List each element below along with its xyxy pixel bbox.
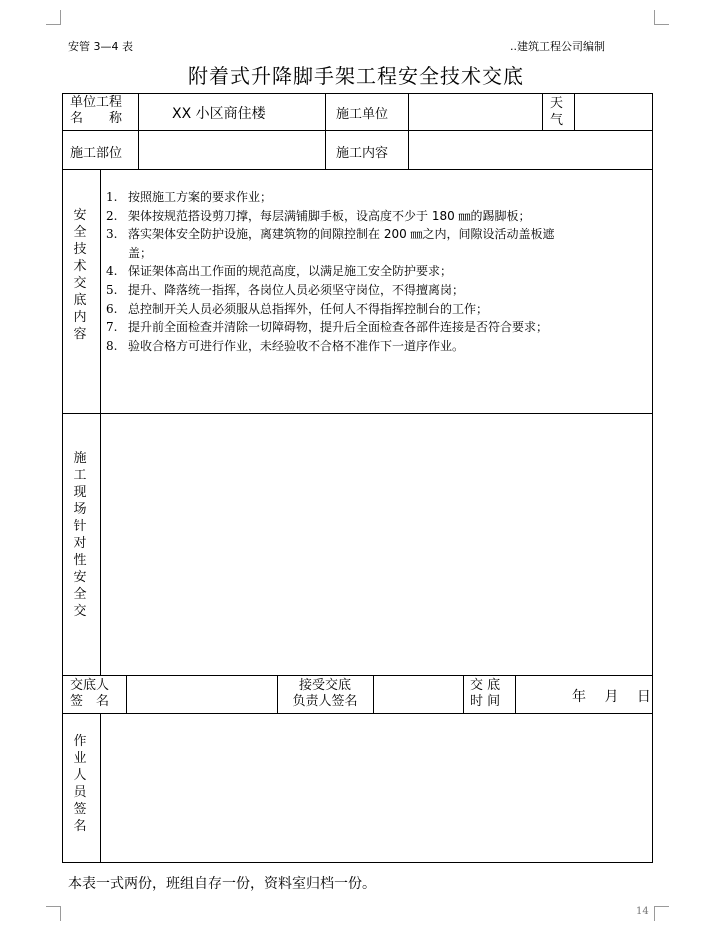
safety-item <box>106 188 646 206</box>
rule-row3 <box>62 413 653 414</box>
form-code: 安管 3—4 表 <box>68 40 133 53</box>
rule-col-a <box>138 93 139 169</box>
safety-item-text: 按照施工方案的要求作业； <box>128 190 273 204</box>
safety-item <box>106 300 646 318</box>
rule-col-c <box>408 93 409 169</box>
safety-item-text: 提升、降落统一指挥，各岗位人员必须坚守岗位，不得擅离岗； <box>128 283 465 297</box>
crop-mark-bottom-right <box>654 906 669 921</box>
safety-item-number: 6. <box>106 301 118 316</box>
safety-item-continuation: 盖； <box>128 245 153 260</box>
safety-item-text: 验收合格方可进行作业，未经验收不合格不准作下一道序作业。 <box>128 338 465 353</box>
site-section-label: 施工现场针对性安全交 <box>73 451 87 619</box>
rule-sig-b <box>277 675 278 713</box>
crop-mark-bottom-left <box>46 906 61 921</box>
safety-item-text: 架体按规范搭设剪刀撑，每层满铺脚手板，设高度不少于 180 ㎜的踢脚板； <box>128 208 531 223</box>
crop-mark-top-right <box>654 10 669 25</box>
unit-project-label: 单位工程 名 称 <box>70 95 123 126</box>
rule-col-e <box>574 93 575 130</box>
safety-item-number: 7. <box>106 320 118 335</box>
rule-col-d <box>542 93 543 130</box>
disclosure-date-field[interactable]: 年 月 日 <box>572 689 651 705</box>
safety-item-text: 提升前全面检查并清除一切障碍物，提升后全面检查各部件连接是否符合要求； <box>128 320 549 335</box>
safety-item-number: 2. <box>106 208 118 223</box>
safety-item-number: 1. <box>106 190 118 204</box>
safety-item-text: 保证架体高出工作面的规范高度，以满足施工安全防护要求； <box>128 264 453 279</box>
safety-item-text: 落实架体安全防护设施，离建筑物的间隙控制在 200 ㎜之内，间隙设活动盖板遮 <box>128 227 555 242</box>
safety-item-number: 4. <box>106 264 118 279</box>
page-number: 14 <box>636 906 649 917</box>
safety-item-text: 总控制开关人员必须服从总指挥外，任何人不得指挥控制台的工作； <box>128 301 489 316</box>
company-name: ..建筑工程公司编制 <box>510 40 605 53</box>
rule-row4 <box>62 675 653 676</box>
rule-col-label-workers <box>100 713 101 863</box>
safety-item-number: 3. <box>106 227 118 242</box>
unit-project-value[interactable]: XX 小区商住楼 <box>172 106 266 122</box>
safety-item <box>106 318 646 336</box>
rule-col-label <box>100 169 101 675</box>
crop-mark-top-left <box>46 10 61 25</box>
safety-item <box>106 281 646 299</box>
weather-label: 天 气 <box>550 96 564 128</box>
safety-item <box>106 207 646 225</box>
rule-row2 <box>62 169 653 170</box>
rule-sig-a <box>126 675 127 713</box>
discloser-label: 交底人 签 名 <box>70 678 110 709</box>
rule-sig-d <box>463 675 464 713</box>
rule-row5 <box>62 713 653 714</box>
rule-row1 <box>62 130 653 131</box>
safety-item <box>106 225 646 243</box>
receiver-label: 接受交底 负责人签名 <box>292 678 358 709</box>
construction-unit-label: 施工单位 <box>336 107 389 122</box>
footer-note: 本表一式两份，班组自存一份，资料室归档一份。 <box>68 876 376 892</box>
safety-item-number: 8. <box>106 338 118 353</box>
rule-sig-e <box>515 675 516 713</box>
safety-item-number: 5. <box>106 283 118 297</box>
safety-item <box>106 337 646 355</box>
construction-content-label: 施工内容 <box>336 146 389 161</box>
worker-section-label: 作业人员签名 <box>73 734 87 834</box>
safety-item <box>106 262 646 280</box>
safety-section-label: 安全技术交底内容 <box>73 208 87 342</box>
rule-sig-c <box>373 675 374 713</box>
construction-part-label: 施工部位 <box>70 146 123 161</box>
rule-col-b <box>325 93 326 169</box>
document-title: 附着式升降脚手架工程安全技术交底 <box>188 64 524 88</box>
disclosure-time-label: 交 底 时 间 <box>470 678 501 709</box>
